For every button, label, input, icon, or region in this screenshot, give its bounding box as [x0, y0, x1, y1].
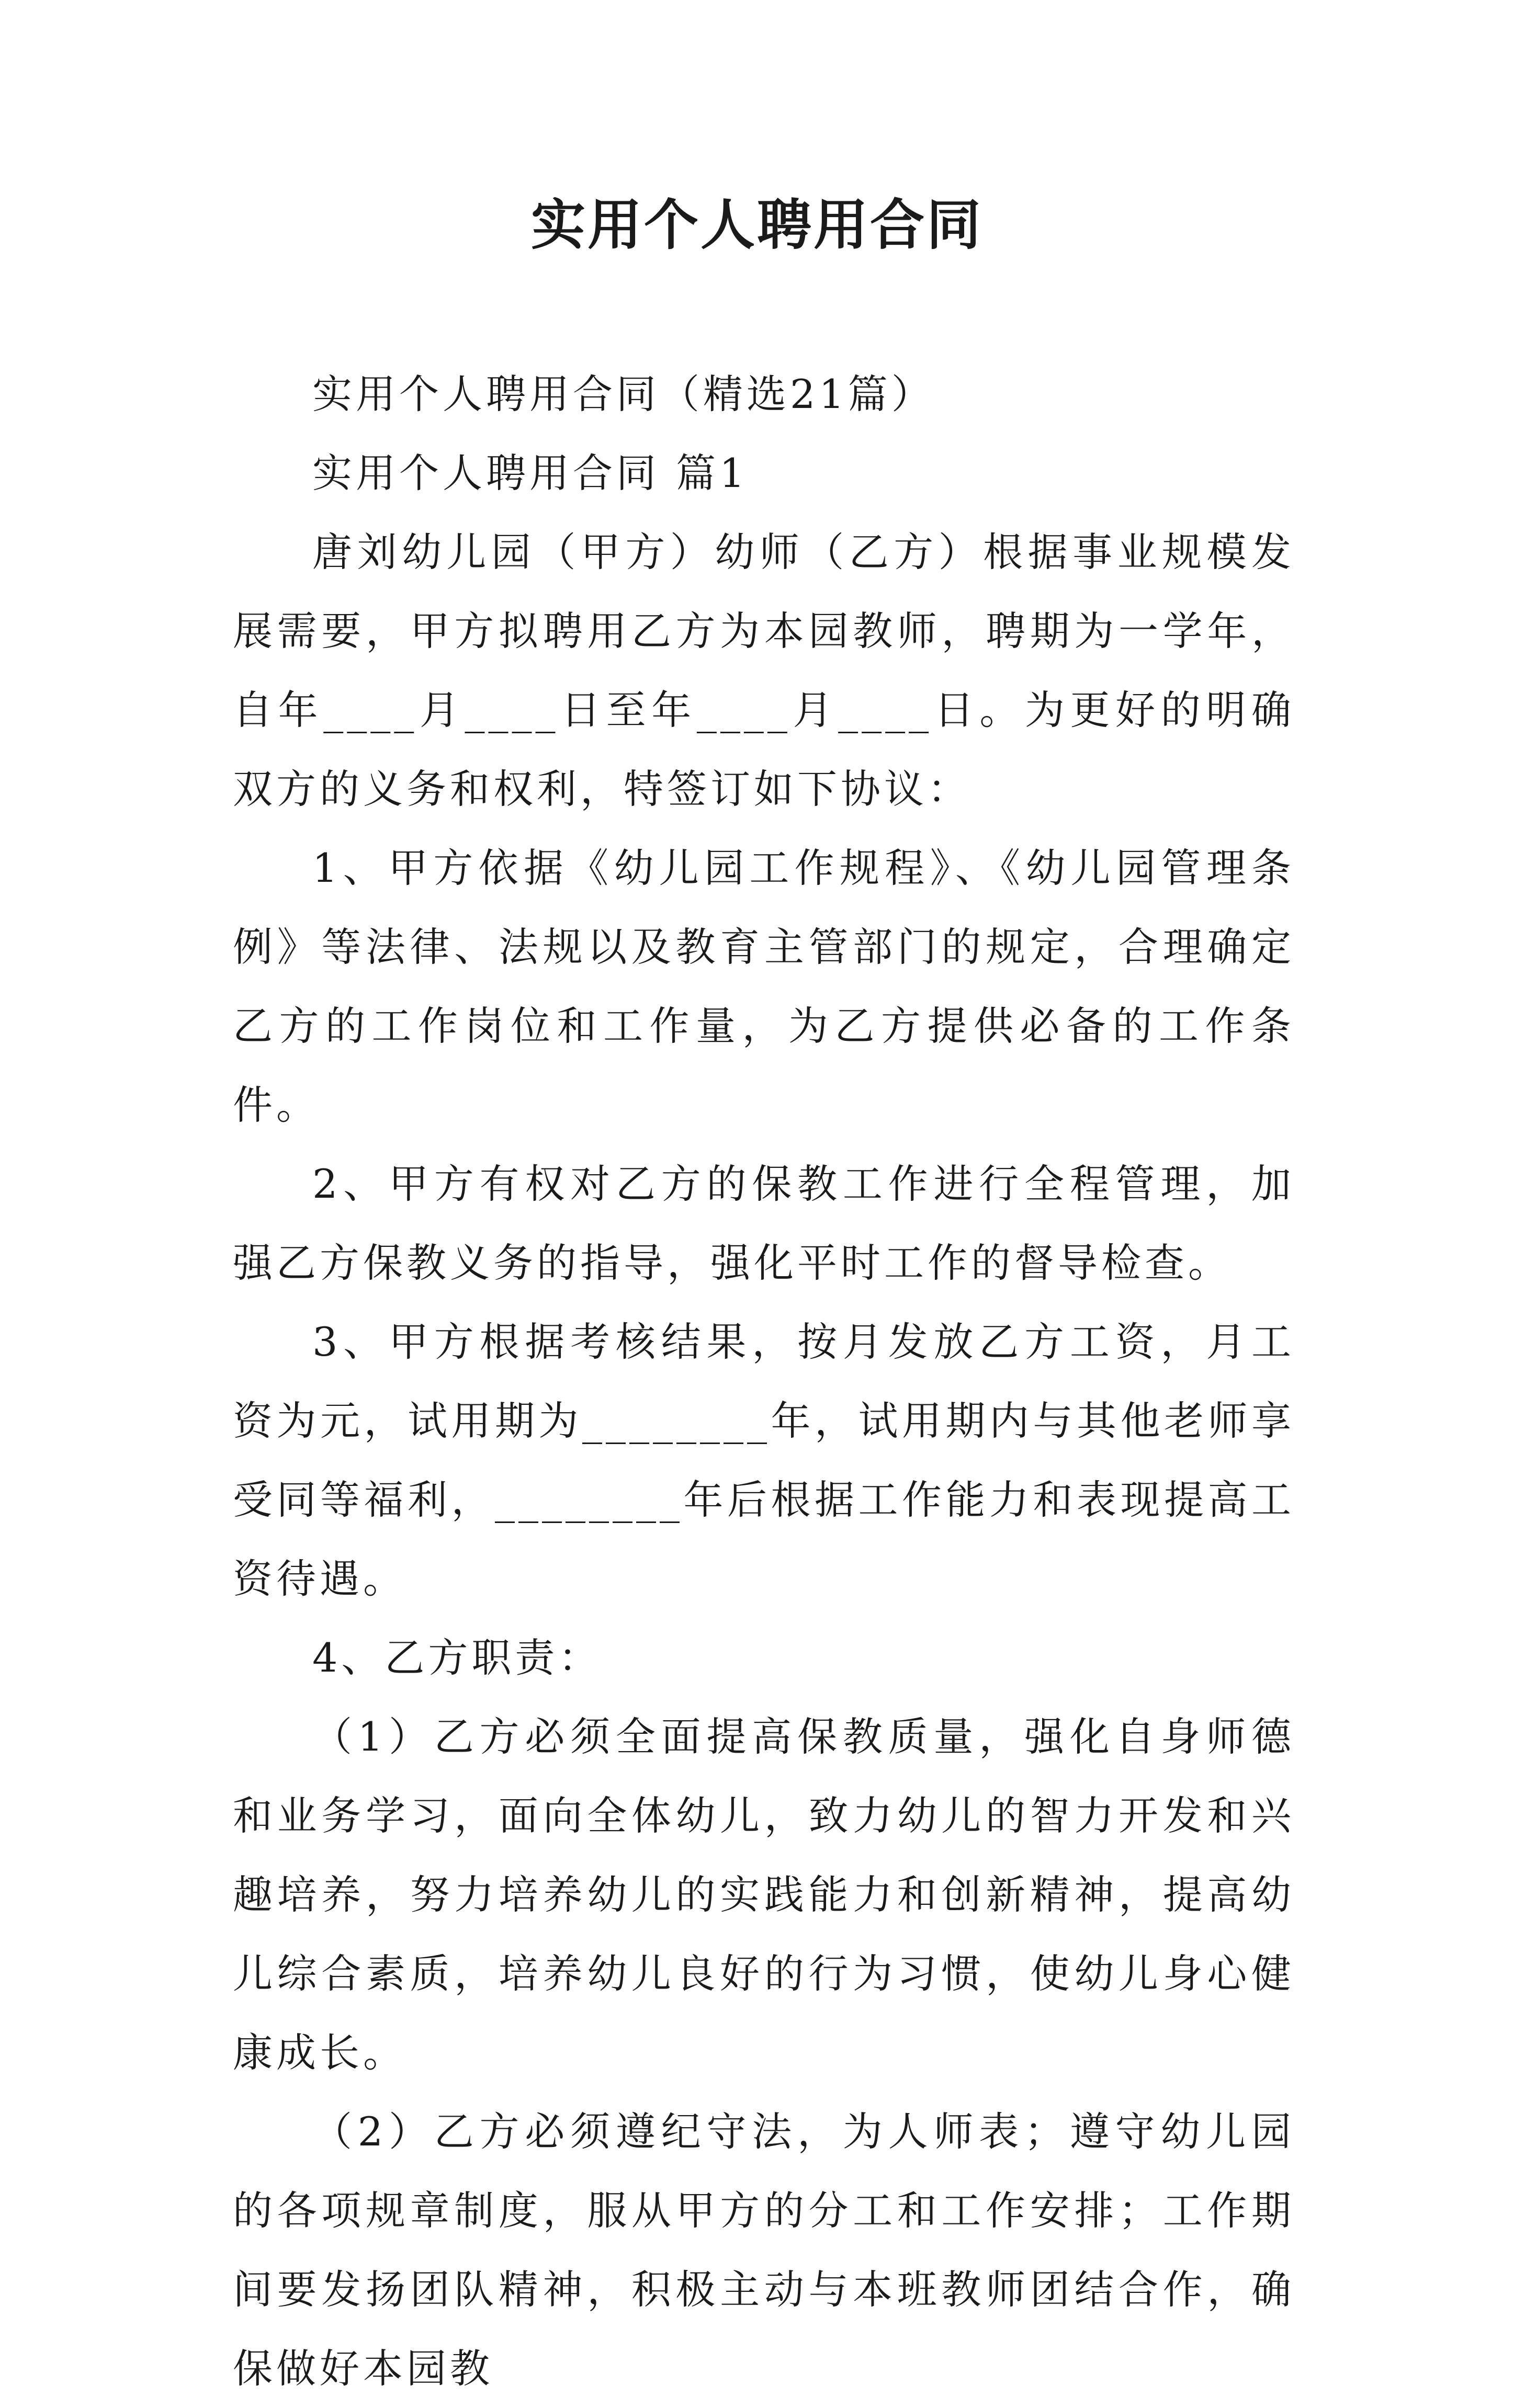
paragraph-duty-2: （2）乙方必须遵纪守法，为人师表；遵守幼儿园的各项规章制度，服从甲方的分工和工作安排；工作期间要发扬团队精神，积极主动与本班教师团结合作，确保做好本园教: [233, 2108, 1295, 2392]
paragraph-collection-title: 实用个人聘用合同（精选21篇）: [312, 371, 935, 417]
paragraph-duty-1: （1）乙方必须全面提高保教质量，强化自身师德和业务学习，面向全体幼儿，致力幼儿的智力开发和兴趣培养，努力培养幼儿的实践能力和创新精神，提高幼儿综合素质，培养幼儿良好的行为习惯，使幼儿身心健康成长。: [233, 1713, 1295, 2076]
paragraph-clause-2: 2、甲方有权对乙方的保教工作进行全程管理，加强乙方保教义务的指导，强化平时工作的督导检查。: [233, 1161, 1295, 1286]
paragraph-section-heading: 实用个人聘用合同 篇1: [312, 450, 749, 496]
document-title: 实用个人聘用合同: [530, 192, 983, 257]
document-body: [233, 355, 1295, 2408]
paragraph-preamble: 唐刘幼儿园（甲方）幼师（乙方）根据事业规模发展需要，甲方拟聘用乙方为本园教师，聘期为一学年，自年____月____日至年____月____日。为更好的明确双方的义务和权利，特签订如下协议：: [233, 529, 1295, 812]
paragraph-clause-4: 4、乙方职责：: [312, 1634, 602, 1681]
paragraph-clause-1: 1、甲方依据《幼儿园工作规程》、《幼儿园管理条例》等法律、法规以及教育主管部门的规定，合理确定乙方的工作岗位和工作量，为乙方提供必备的工作条件。: [233, 845, 1295, 1128]
paragraph-clause-3: 3、甲方根据考核结果，按月发放乙方工资，月工资为元，试用期为________年，试用期内与其他老师享受同等福利，________年后根据工作能力和表现提高工资待遇。: [233, 1319, 1295, 1602]
